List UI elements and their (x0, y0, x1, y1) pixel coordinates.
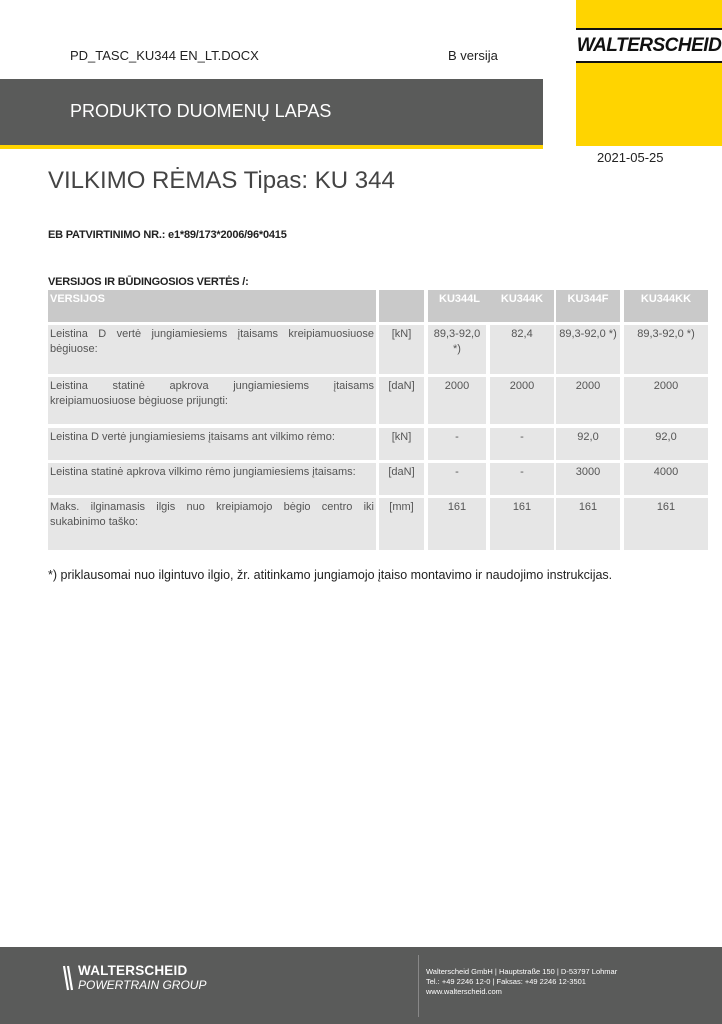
row-value-ku344k: 82,4 (490, 325, 554, 374)
brand-yellow-block (576, 0, 722, 146)
document-date: 2021-05-25 (597, 150, 664, 165)
header-col-ku344l: KU344L (428, 290, 491, 322)
walterscheid-logo (576, 28, 722, 63)
footer-website[interactable]: www.walterscheid.com (426, 987, 502, 996)
row-description: Maks. ilginamasis ilgis nuo kreipiamojo bėgio centro iki sukabinimo taško: (48, 498, 376, 550)
row-value-ku344kk: 4000 (624, 463, 708, 495)
row-value-ku344l: - (428, 428, 486, 460)
row-value-ku344l: 161 (428, 498, 486, 550)
row-value-ku344k: - (490, 428, 554, 460)
row-value-ku344l: 2000 (428, 377, 486, 424)
document-version: B versija (448, 48, 498, 63)
row-value-ku344kk: 89,3-92,0 *) (624, 325, 708, 374)
footer-brand: WALTERSCHEID (78, 963, 188, 978)
logo-text: WALTERSCHEID (576, 34, 722, 56)
row-value-ku344k: 161 (490, 498, 554, 550)
row-unit: [mm] (379, 498, 424, 550)
document-filename: PD_TASC_KU344 EN_LT.DOCX (70, 48, 259, 63)
header-versions-label: VERSIJOS (48, 290, 376, 322)
row-value-ku344k: - (490, 463, 554, 495)
row-value-ku344f: 2000 (556, 377, 620, 424)
footnote: *) priklausomai nuo ilgintuvo ilgio, žr. atitinkamo jungiamojo įtaiso montavimo ir naudojimo instrukcijas. (48, 568, 613, 582)
footer-brand-sub: POWERTRAIN GROUP (78, 978, 207, 992)
footer-logo (62, 964, 206, 992)
footer-contact (426, 967, 617, 997)
header-unit (379, 290, 424, 322)
header-col-ku344k: KU344K (490, 290, 554, 322)
row-value-ku344kk: 92,0 (624, 428, 708, 460)
approval-number: EB PATVIRTINIMO NR.: e1*89/173*2006/96*0415 (48, 229, 287, 241)
row-value-ku344f: 3000 (556, 463, 620, 495)
band-title: PRODUKTO DUOMENŲ LAPAS (70, 101, 332, 121)
walterscheid-mark-icon (62, 964, 74, 992)
row-description: Leistina D vertė jungiamiesiems įtaisams ant vilkimo rėmo: (48, 428, 376, 460)
header-col-ku344kk: KU344KK (624, 290, 708, 322)
row-unit: [kN] (379, 325, 424, 374)
row-description: Leistina statinė apkrova jungiamiesiems įtaisams kreipiamuosiuose bėgiuose prijungti: (48, 377, 376, 424)
row-value-ku344l: - (428, 463, 486, 495)
page-title: VILKIMO RĖMAS Tipas: KU 344 (48, 167, 395, 194)
table-header-row (48, 290, 708, 322)
row-value-ku344f: 89,3-92,0 *) (556, 325, 620, 374)
row-value-ku344kk: 2000 (624, 377, 708, 424)
row-value-ku344k: 2000 (490, 377, 554, 424)
row-value-ku344l: 89,3-92,0 *) (428, 325, 486, 374)
section-label: VERSIJOS IR BŪDINGOSIOS VERTĖS /: (48, 276, 249, 288)
header-col-ku344f: KU344F (556, 290, 620, 322)
title-band-stripe (0, 145, 543, 149)
row-description: Leistina statinė apkrova vilkimo rėmo jungiamiesiems įtaisams: (48, 463, 376, 495)
row-value-ku344kk: 161 (624, 498, 708, 550)
row-unit: [daN] (379, 377, 424, 424)
row-value-ku344f: 161 (556, 498, 620, 550)
footer-phone: Tel.: +49 2246 12-0 | Faksas: +49 2246 12-3501 (426, 977, 586, 986)
row-unit: [kN] (379, 428, 424, 460)
row-unit: [daN] (379, 463, 424, 495)
footer-address: Walterscheid GmbH | Hauptstraße 150 | D-53797 Lohmar (426, 967, 618, 976)
row-description: Leistina D vertė jungiamiesiems įtaisams kreipiamuosiuose bėgiuose: (48, 325, 376, 374)
row-value-ku344f: 92,0 (556, 428, 620, 460)
footer-divider (418, 955, 419, 1017)
